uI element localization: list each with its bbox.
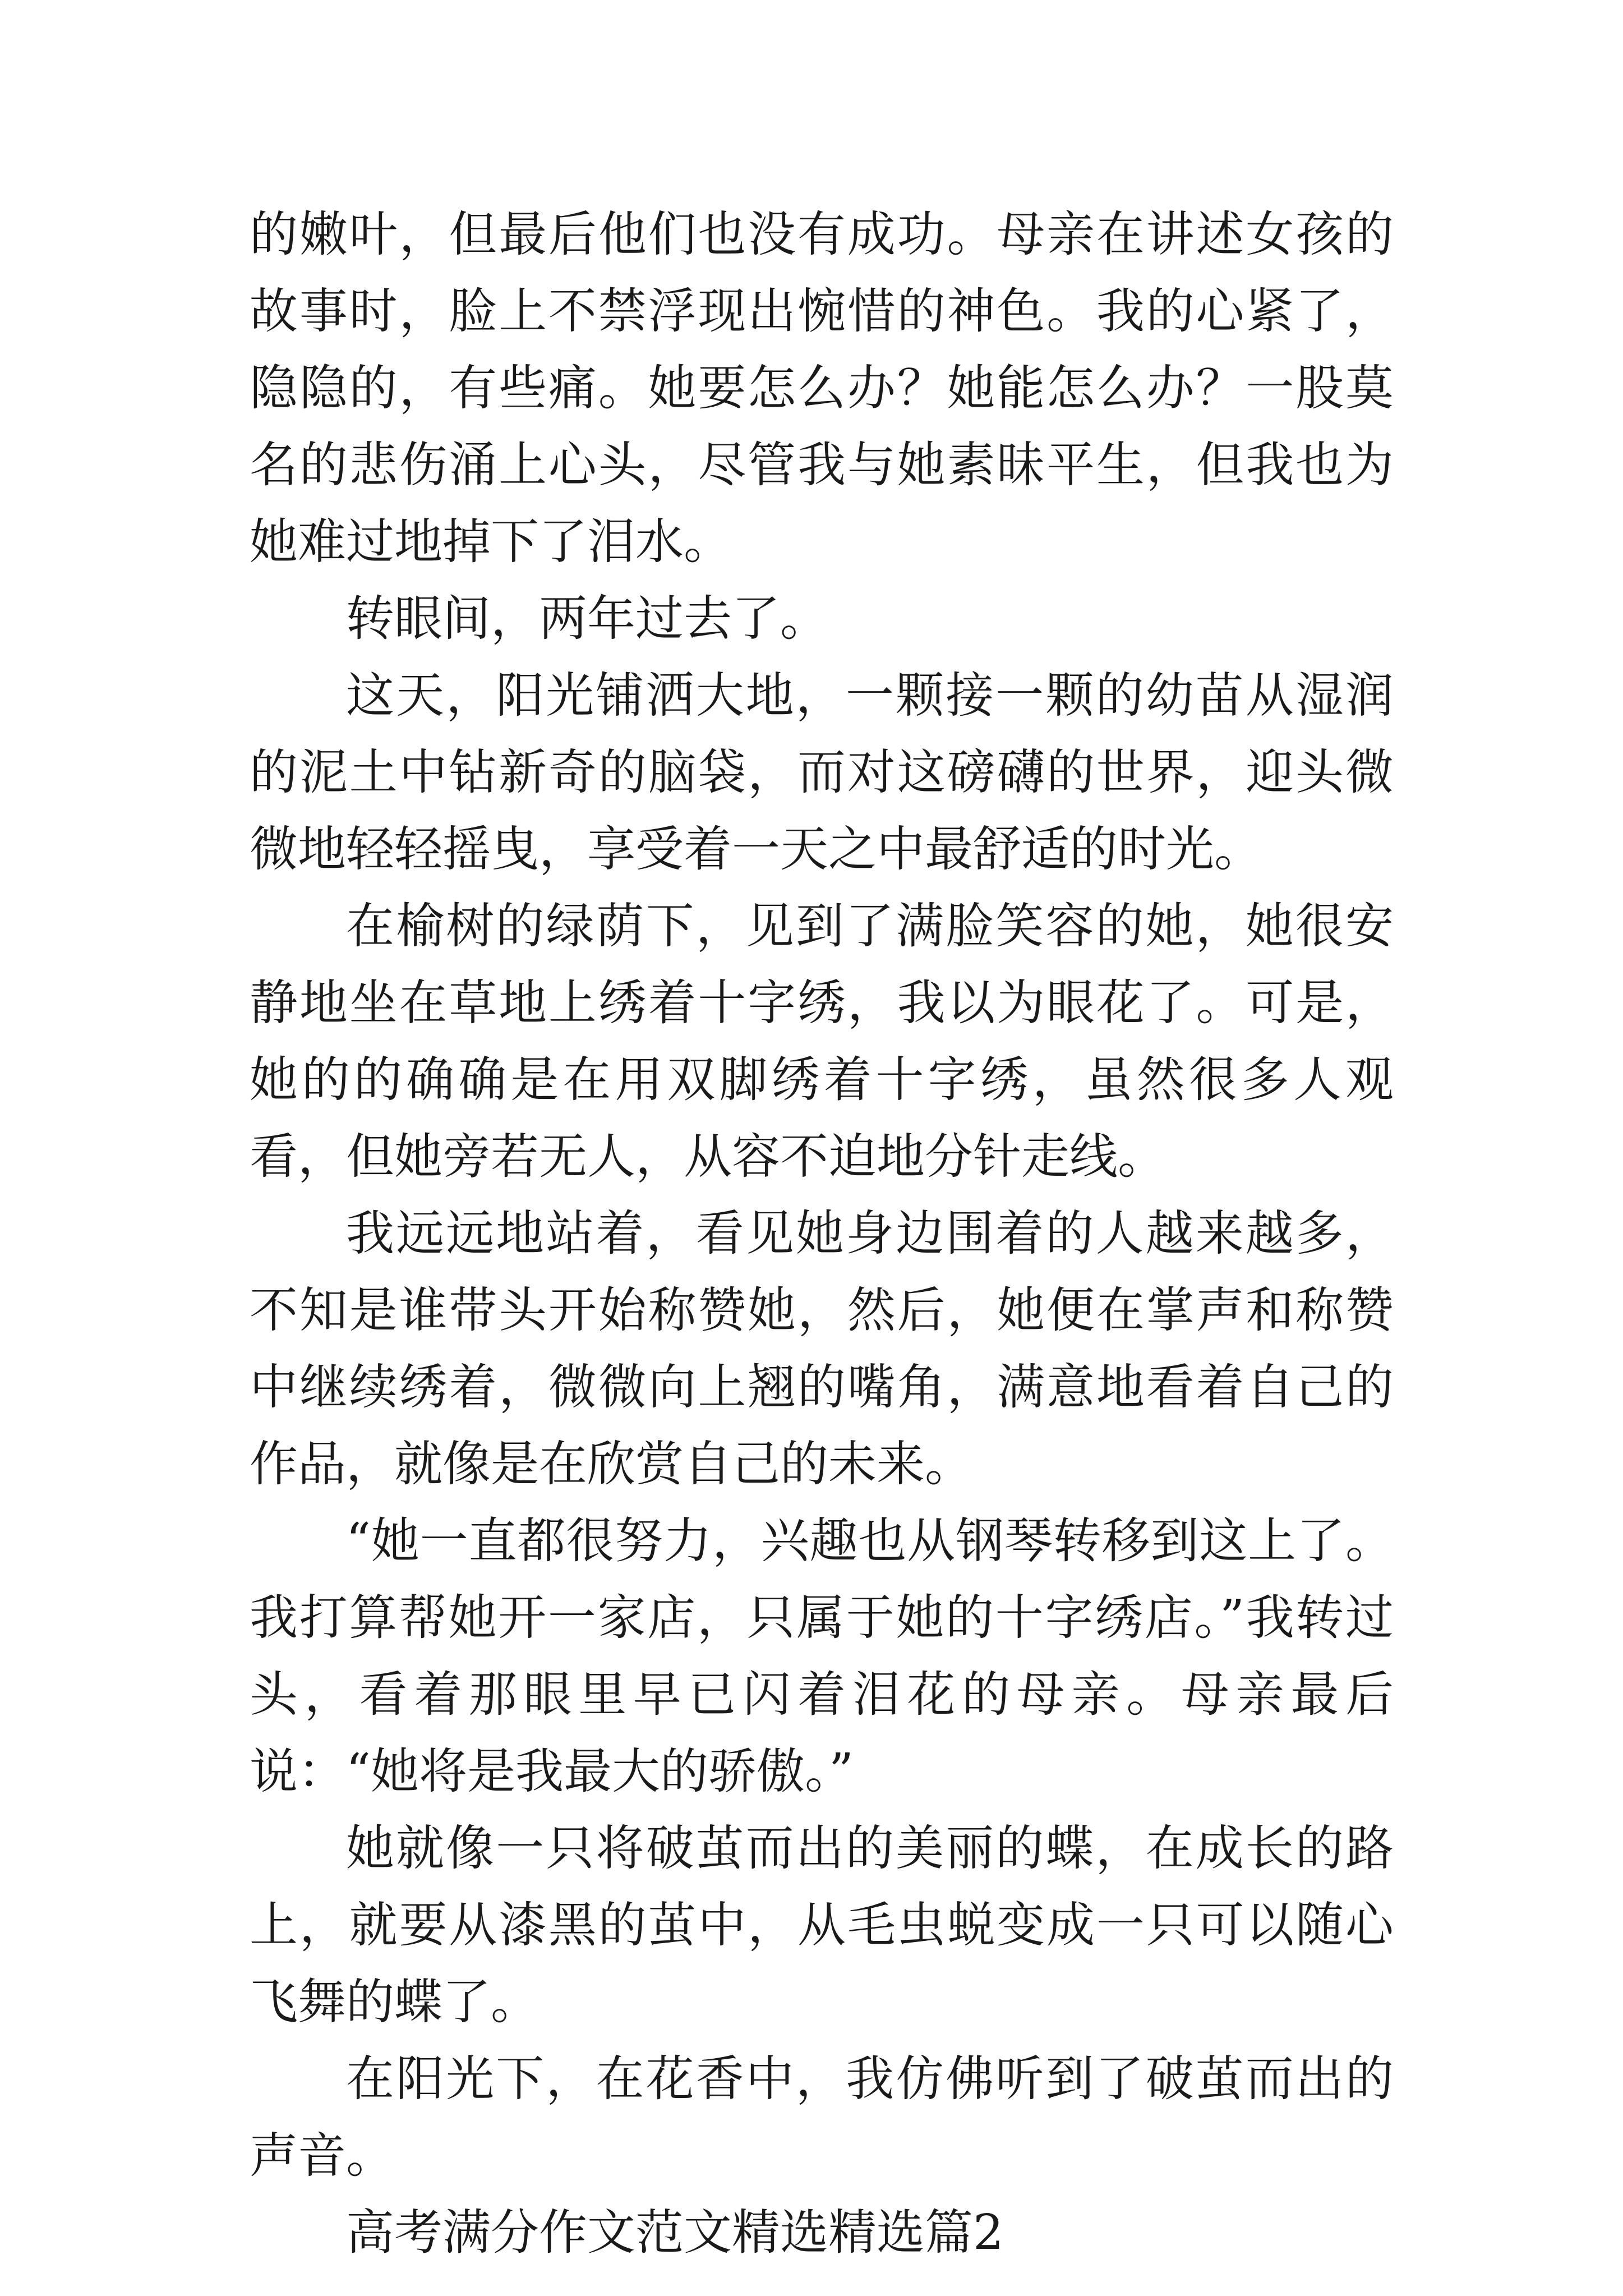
- article-body: [250, 196, 1394, 2271]
- paragraph-7: 她就像一只将破茧而出的美丽的蝶，在成长的路上，就要从漆黑的茧中，从毛虫蜕变成一只可以随心飞舞的蝶了。: [250, 1820, 1394, 2030]
- paragraph-6: “她一直都很努力，兴趣也从钢琴转移到这上了。我打算帮她开一家店，只属于她的十字绣店。”我转过头，看着那眼里早已闪着泪花的母亲。母亲最后说：“她将是我最大的骄傲。”: [250, 1513, 1394, 1800]
- paragraph-2: 转眼间，两年过去了。: [346, 591, 828, 647]
- paragraph-3: 这天，阳光铺洒大地，一颗接一颗的幼苗从湿润的泥土中钻新奇的脑袋，而对这磅礴的世界，迎头微微地轻轻摇曳，享受着一天之中最舒适的时光。: [250, 668, 1394, 877]
- paragraph-4: 在榆树的绿荫下，见到了满脸笑容的她，她很安静地坐在草地上绣着十字绣，我以为眼花了。可是，她的的确确是在用双脚绣着十字绣，虽然很多人观看，但她旁若无人，从容不迫地分针走线。: [250, 898, 1394, 1185]
- section-heading: 高考满分作文范文精选精选篇2: [346, 2205, 1004, 2261]
- paragraph-8: 在阳光下，在花香中，我仿佛听到了破茧而出的声音。: [250, 2051, 1394, 2184]
- paragraph-1: 的嫩叶，但最后他们也没有成功。母亲在讲述女孩的故事时，脸上不禁浮现出惋惜的神色。我的心紧了，隐隐的，有些痛。她要怎么办？她能怎么办？一股莫名的悲伤涌上心头，尽管我与她素昧平生，但我也为她难过地掉下了泪水。: [250, 206, 1394, 570]
- paragraph-5: 我远远地站着，看见她身边围着的人越来越多，不知是谁带头开始称赞她，然后，她便在掌声和称赞中继续绣着，微微向上翘的嘴角，满意地看着自己的作品，就像是在欣赏自己的未来。: [250, 1205, 1394, 1492]
